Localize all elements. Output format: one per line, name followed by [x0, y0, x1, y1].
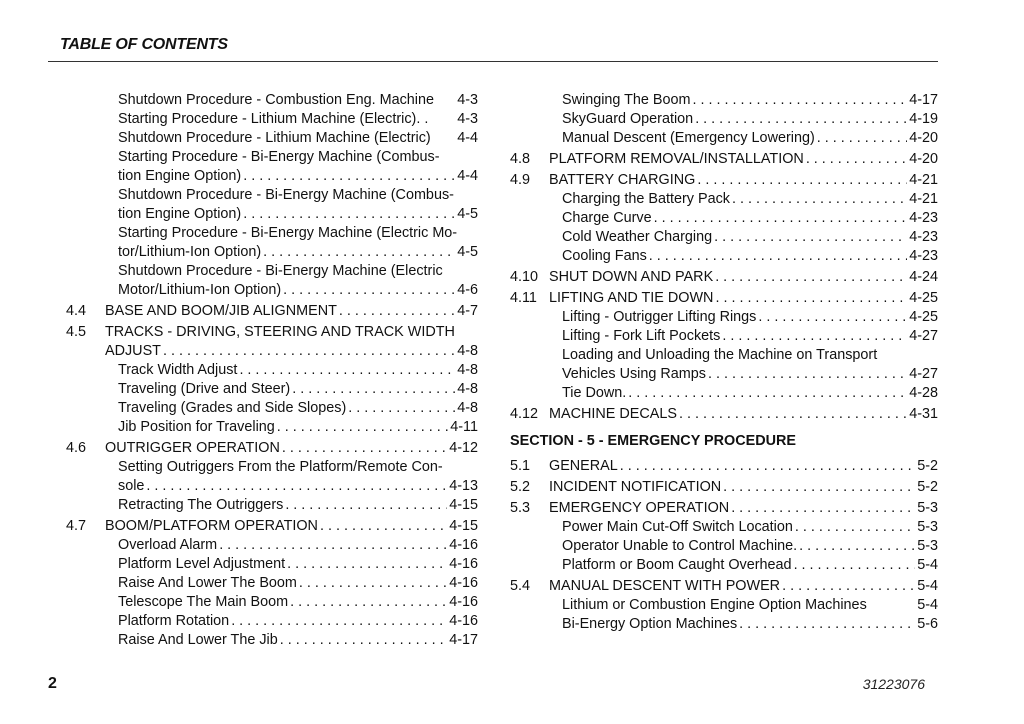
toc-entry-number: 4.10 [510, 269, 539, 285]
dot-leader [229, 612, 447, 631]
toc-entry[interactable] [510, 405, 938, 424]
toc-subentry[interactable] [66, 129, 478, 148]
toc-entry-number: 4.4 [66, 303, 87, 319]
toc-entry-page: 4-15 [449, 518, 478, 534]
toc-entry-title: Shutdown Procedure - Bi-Energy Machine (Combus- [118, 187, 454, 203]
toc-entry-page: 4-19 [909, 111, 938, 127]
toc-entry-title: Overload Alarm [118, 537, 218, 553]
toc-entry-title: Shutdown Procedure - Bi-Energy Machine (Electric [118, 263, 443, 279]
toc-subentry[interactable] [510, 346, 938, 365]
toc-entry-title: Platform or Boom Caught Overhead [562, 557, 792, 573]
toc-subentry[interactable] [510, 247, 938, 266]
toc-entry-title: Starting Procedure - Bi-Energy Machine (Combus- [118, 149, 440, 165]
dot-leader [713, 289, 907, 308]
toc-entry-title: PLATFORM REMOVAL/INSTALLATION [549, 151, 804, 167]
toc-entry-title: Lifting - Outrigger Lifting Rings [562, 309, 757, 325]
dot-leader [721, 478, 915, 497]
dot-leader [780, 577, 915, 596]
toc-entry-page: 4-23 [909, 248, 938, 264]
toc-entry-title: Track Width Adjust [118, 362, 238, 378]
toc-entry-title: Tie Down. [562, 385, 627, 401]
toc-entry-title: Shutdown Procedure - Lithium Machine (Electric) [118, 130, 431, 146]
toc-entry-page: 4-7 [457, 303, 478, 319]
toc-right-column [510, 91, 938, 634]
toc-entry-page: 4-20 [909, 151, 938, 167]
toc-entry-number: 4.6 [66, 440, 87, 456]
toc-entry[interactable] [66, 302, 478, 321]
toc-entry-title: Vehicles Using Ramps [562, 366, 706, 382]
dot-leader [318, 517, 447, 536]
toc-entry-page: 5-3 [917, 519, 938, 535]
toc-entry-title: Setting Outriggers From the Platform/Remote Con- [118, 459, 443, 475]
dot-leader [161, 342, 455, 361]
toc-entry-page: 4-16 [449, 556, 478, 572]
toc-entry-title: Bi-Energy Option Machines [562, 616, 738, 632]
dot-leader [691, 91, 908, 110]
dot-leader [241, 205, 455, 224]
dot-leader [297, 574, 447, 593]
toc-subentry[interactable] [510, 537, 938, 556]
dot-leader [693, 110, 907, 129]
toc-entry-page: 4-3 [457, 92, 478, 108]
toc-entry-page: 5-2 [917, 479, 938, 495]
toc-entry-title: Starting Procedure - Bi-Energy Machine (Electric Mo- [118, 225, 458, 241]
toc-entry[interactable] [66, 439, 478, 458]
toc-entry-page: 4-8 [457, 362, 478, 378]
dot-leader [713, 268, 907, 287]
toc-entry-page: 5-3 [917, 538, 938, 554]
dot-leader [278, 631, 447, 650]
toc-entry[interactable] [510, 457, 938, 476]
toc-entry-page: 4-20 [909, 130, 938, 146]
toc-subentry[interactable] [66, 593, 478, 612]
toc-entry-page: 4-31 [909, 406, 938, 422]
toc-entry-page: 4-25 [909, 290, 938, 306]
toc-entry-number: 4.9 [510, 172, 531, 188]
toc-subentry[interactable] [66, 224, 478, 243]
toc-entry-title: SkyGuard Operation [562, 111, 694, 127]
toc-subentry[interactable] [66, 281, 478, 300]
header-divider [48, 61, 938, 62]
toc-entry-title: Charge Curve [562, 210, 652, 226]
toc-subentry[interactable] [66, 262, 478, 281]
toc-entry-page: 5-4 [917, 557, 938, 573]
toc-subentry[interactable] [510, 596, 938, 615]
toc-entry-page: 4-4 [457, 168, 478, 184]
toc-entry-title: TRACKS - DRIVING, STEERING AND TRACK WIDTH [105, 324, 455, 340]
toc-entry-page: 4-5 [457, 206, 478, 222]
toc-entry-page: 4-4 [457, 130, 478, 146]
toc-subentry[interactable] [510, 384, 938, 403]
toc-entry[interactable] [510, 268, 938, 287]
toc-entry-title: Motor/Lithium-Ion Option) [118, 282, 282, 298]
toc-entry-page: 5-4 [917, 578, 938, 594]
toc-entry-title: BATTERY CHARGING [549, 172, 696, 188]
toc-entry-page: 4-24 [909, 269, 938, 285]
page-header-title: TABLE OF CONTENTS [60, 36, 228, 53]
toc-entry-title: Retracting The Outriggers [118, 497, 284, 513]
toc-subentry[interactable] [66, 612, 478, 631]
toc-entry-title: Lithium or Combustion Engine Option Machines [562, 597, 867, 613]
toc-entry-page: 4-12 [449, 440, 478, 456]
toc-entry-page: 4-23 [909, 229, 938, 245]
dot-leader [288, 593, 447, 612]
toc-entry-title: Manual Descent (Emergency Lowering) [562, 130, 815, 146]
toc-entry-number: 5.2 [510, 479, 531, 495]
toc-entry-title: EMERGENCY OPERATION [549, 500, 730, 516]
toc-subentry[interactable] [66, 631, 478, 650]
dot-leader [280, 439, 447, 458]
page-number: 2 [48, 675, 57, 692]
dot-leader [275, 418, 448, 437]
toc-subentry[interactable] [510, 308, 938, 327]
toc-entry-number: 4.11 [510, 290, 537, 306]
toc-entry-title: BOOM/PLATFORM OPERATION [105, 518, 318, 534]
toc-entry-page: 4-25 [909, 309, 938, 325]
toc-entry-title: tor/Lithium-Ion Option) [118, 244, 262, 260]
toc-subentry[interactable] [66, 361, 478, 380]
toc-entry-page: 4-16 [449, 575, 478, 591]
dot-leader [677, 405, 907, 424]
toc-entry-number: 4.12 [510, 406, 539, 422]
toc-entry-title: ADJUST [105, 343, 161, 359]
toc-entry-page: 5-6 [917, 616, 938, 632]
document-number: 31223076 [862, 676, 925, 692]
toc-entry-page: 4-27 [909, 366, 938, 382]
toc-entry-number: 5.4 [510, 578, 531, 594]
toc-subentry[interactable] [510, 190, 938, 209]
toc-entry-title: Power Main Cut-Off Switch Location [562, 519, 793, 535]
toc-subentry[interactable] [66, 399, 478, 418]
toc-entry-title: Platform Rotation [118, 613, 230, 629]
dot-leader [144, 477, 447, 496]
toc-entry-title: LIFTING AND TIE DOWN [549, 290, 714, 306]
toc-subentry[interactable] [66, 91, 478, 110]
dot-leader [729, 499, 915, 518]
toc-entry-title: Charging the Battery Pack [562, 191, 730, 207]
toc-entry-number: 4.5 [66, 324, 87, 340]
dot-leader [337, 302, 455, 321]
toc-subentry[interactable] [66, 148, 478, 167]
dot-leader [241, 167, 455, 186]
toc-entry-title: Jib Position for Traveling [118, 419, 275, 435]
toc-entry[interactable] [66, 323, 478, 342]
dot-leader [217, 536, 447, 555]
toc-entry-number: 4.8 [510, 151, 531, 167]
dot-leader [712, 228, 907, 247]
toc-entry-title: Platform Level Adjustment [118, 556, 286, 572]
toc-section-heading: SECTION - 5 - EMERGENCY PROCEDURE [510, 433, 796, 449]
toc-entry-title: INCIDENT NOTIFICATION [549, 479, 722, 495]
dot-leader [797, 537, 915, 556]
toc-entry-title: sole [118, 478, 145, 494]
toc-subentry[interactable] [66, 418, 478, 437]
dot-leader [290, 380, 455, 399]
toc-entry[interactable] [510, 289, 938, 308]
toc-entry-title: GENERAL [549, 458, 618, 474]
toc-entry-page: 4-3 [457, 111, 478, 127]
toc-entry-page: 4-16 [449, 537, 478, 553]
toc-entry-page: 4-8 [457, 381, 478, 397]
toc-entry[interactable] [510, 171, 938, 190]
toc-entry-title: Operator Unable to Control Machine. [562, 538, 798, 554]
toc-entry-title: Shutdown Procedure - Combustion Eng. Machine [118, 92, 434, 108]
dot-leader [285, 555, 447, 574]
toc-subentry[interactable] [66, 458, 478, 477]
dot-leader [283, 496, 447, 515]
toc-entry-number: 4.7 [66, 518, 87, 534]
toc-entry-title: SHUT DOWN AND PARK [549, 269, 714, 285]
toc-entry-page: 4-8 [457, 400, 478, 416]
toc-entry-page: 4-27 [909, 328, 938, 344]
toc-entry-title: Lifting - Fork Lift Pockets [562, 328, 721, 344]
toc-subentry[interactable] [510, 365, 938, 384]
dot-leader [652, 209, 908, 228]
toc-entry-page: 4-23 [909, 210, 938, 226]
toc-entry-page: 4-6 [457, 282, 478, 298]
toc-entry-page: 4-8 [457, 343, 478, 359]
toc-subentry[interactable] [510, 518, 938, 537]
toc-entry-page: 4-11 [450, 419, 478, 435]
toc-entry-title: Cooling Fans [562, 248, 647, 264]
toc-entry-title: Cold Weather Charging [562, 229, 713, 245]
toc-entry-title: Loading and Unloading the Machine on Transport [562, 347, 878, 363]
toc-entry[interactable] [510, 150, 938, 169]
toc-subentry[interactable] [510, 556, 938, 575]
toc-subentry[interactable] [510, 209, 938, 228]
toc-subentry[interactable] [66, 205, 478, 224]
toc-entry-title: Starting Procedure - Lithium Machine (Electric). . [118, 111, 429, 127]
toc-subentry[interactable] [510, 228, 938, 247]
toc-entry-page: 4-16 [449, 594, 478, 610]
toc-entry-title: Raise And Lower The Jib [118, 632, 278, 648]
toc-subentry[interactable] [66, 186, 478, 205]
dot-leader [815, 129, 907, 148]
dot-leader [793, 518, 915, 537]
dot-leader [618, 457, 915, 476]
toc-entry-title: tion Engine Option) [118, 206, 242, 222]
toc-entry[interactable] [66, 517, 478, 536]
toc-entry[interactable] [510, 499, 938, 518]
toc-entry-title: Traveling (Drive and Steer) [118, 381, 291, 397]
toc-entry-title: Raise And Lower The Boom [118, 575, 297, 591]
dot-leader [792, 556, 916, 575]
toc-entry-page: 4-21 [909, 172, 938, 188]
dot-leader [647, 247, 907, 266]
toc-subentry[interactable] [66, 477, 478, 496]
toc-entry-page: 5-2 [917, 458, 938, 474]
toc-entry-number: 5.1 [510, 458, 531, 474]
toc-subentry[interactable] [510, 129, 938, 148]
toc-entry-title: Swinging The Boom [562, 92, 691, 108]
toc-entry-page: 5-3 [917, 500, 938, 516]
toc-entry[interactable] [66, 342, 478, 361]
toc-left-column [66, 91, 478, 650]
dot-leader [737, 615, 915, 634]
toc-entry-title: MACHINE DECALS [549, 406, 677, 422]
toc-subentry[interactable] [510, 91, 938, 110]
dot-leader [281, 281, 455, 300]
toc-entry-title: MANUAL DESCENT WITH POWER [549, 578, 781, 594]
toc-subentry[interactable] [66, 496, 478, 515]
dot-leader [261, 243, 455, 262]
dot-leader [706, 365, 907, 384]
toc-entry-page: 4-16 [449, 613, 478, 629]
toc-entry-page: 4-17 [449, 632, 478, 648]
toc-subentry[interactable] [66, 536, 478, 555]
dot-leader [695, 171, 907, 190]
toc-entry-page: 4-17 [909, 92, 938, 108]
toc-entry-number: 5.3 [510, 500, 531, 516]
toc-subentry[interactable] [66, 110, 478, 129]
dot-leader [237, 361, 455, 380]
dot-leader [730, 190, 907, 209]
toc-entry[interactable] [510, 478, 938, 497]
dot-leader [804, 150, 907, 169]
toc-entry-page: 5-4 [917, 597, 938, 613]
toc-subentry[interactable] [510, 615, 938, 634]
toc-subentry[interactable] [510, 110, 938, 129]
toc-subentry[interactable] [510, 327, 938, 346]
dot-leader [756, 308, 907, 327]
toc-entry-page: 4-21 [909, 191, 938, 207]
toc-entry-title: tion Engine Option) [118, 168, 242, 184]
dot-leader [720, 327, 907, 346]
toc-subentry[interactable] [66, 555, 478, 574]
toc-entry-page: 4-28 [909, 385, 938, 401]
toc-entry[interactable] [510, 577, 938, 596]
toc-entry-title: Telescope The Main Boom [118, 594, 289, 610]
toc-subentry[interactable] [66, 380, 478, 399]
toc-entry-title: BASE AND BOOM/JIB ALIGNMENT [105, 303, 337, 319]
dot-leader [346, 399, 455, 418]
toc-entry-title: Traveling (Grades and Side Slopes) [118, 400, 347, 416]
toc-subentry[interactable] [66, 167, 478, 186]
toc-entry-page: 4-15 [449, 497, 478, 513]
toc-entry-page: 4-13 [449, 478, 478, 494]
toc-subentry[interactable] [66, 574, 478, 593]
toc-subentry[interactable] [66, 243, 478, 262]
dot-leader [626, 384, 907, 403]
toc-entry-title: OUTRIGGER OPERATION [105, 440, 280, 456]
toc-entry-page: 4-5 [457, 244, 478, 260]
